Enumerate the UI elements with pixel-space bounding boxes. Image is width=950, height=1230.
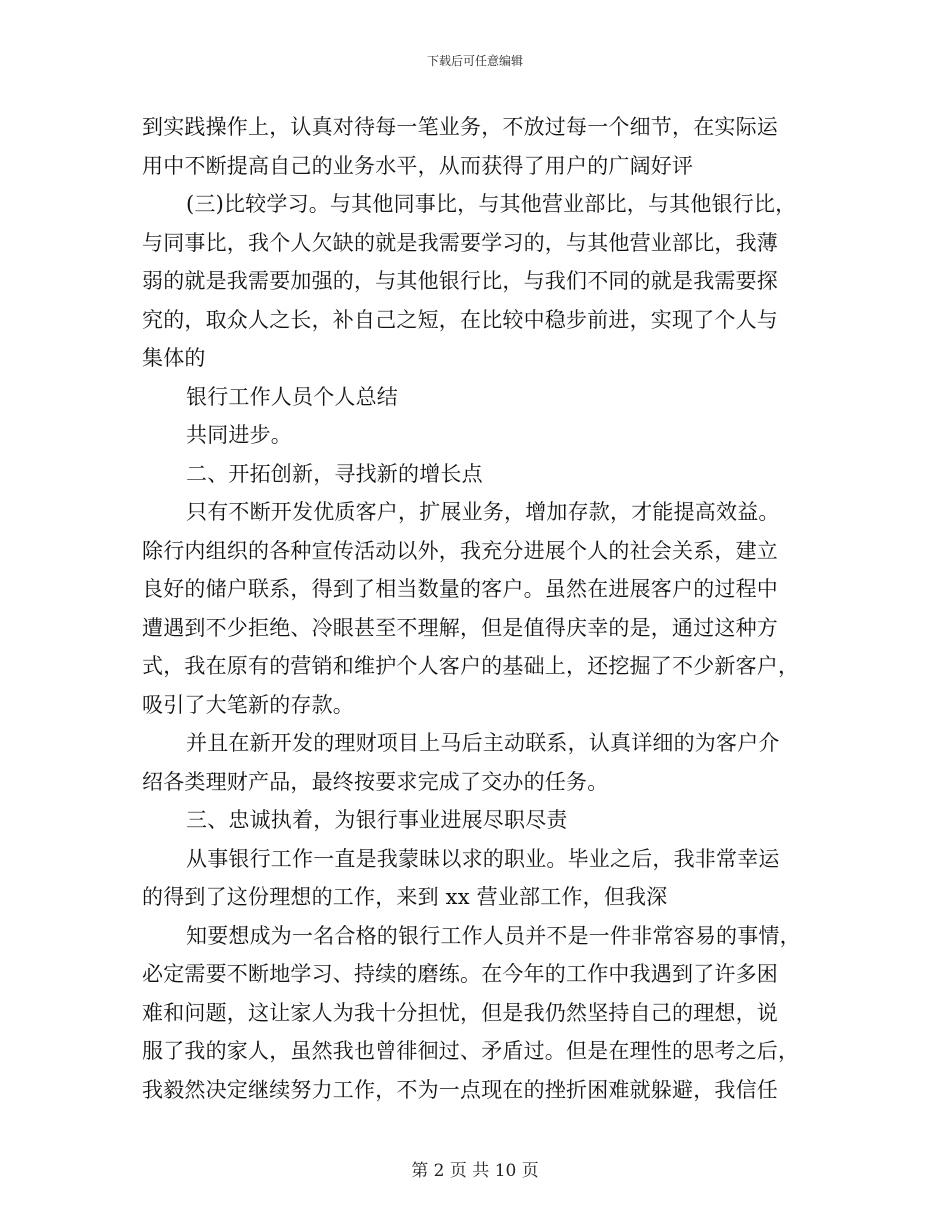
- document-body: [142, 108, 812, 1109]
- text-line: 共同进步。: [186, 423, 292, 447]
- text-line: 良好的储户联系，得到了相当数量的客户。虽然在进展客户的过程中: [142, 577, 778, 601]
- text-line: 的得到了这份理想的工作，来到 xx 营业部工作，但我深: [142, 885, 668, 909]
- text-line: 服了我的家人，虽然我也曾徘徊过、矛盾过。但是在理性的思考之后，: [142, 1039, 800, 1063]
- text-line: 从事银行工作一直是我蒙昧以求的职业。毕业之后，我非常幸运: [186, 846, 780, 871]
- text-line: 二、开拓创新，寻找新的增长点: [186, 461, 483, 486]
- text-line: (三)比较学习。与其他同事比，与其他营业部比，与其他银行比，: [186, 192, 797, 216]
- page-header: 下载后可任意编辑: [426, 54, 523, 68]
- text-line: 吸引了大笔新的存款。: [142, 692, 354, 717]
- text-line: 除行内组织的各种宣传活动以外，我充分进展个人的社会关系，建立: [142, 538, 778, 563]
- text-line: 并且在新开发的理财项目上马后主动联系，认真详细的为客户介: [186, 731, 780, 755]
- text-line: 三、忠诚执着，为银行事业进展尽职尽责: [186, 808, 568, 832]
- text-line: 弱的就是我需要加强的，与其他银行比，与我们不同的就是我需要探: [142, 269, 778, 293]
- page-footer: 第 2 页 共 10 页: [411, 1161, 539, 1181]
- text-line: 难和问题，这让家人为我十分担忧，但是我仍然坚持自己的理想，说: [142, 1000, 778, 1025]
- text-line: 我毅然决定继续努力工作，不为一点现在的挫折困难就躲避，我信任: [142, 1077, 778, 1102]
- text-line: 绍各类理财产品，最终按要求完成了交办的任务。: [142, 769, 609, 794]
- text-line: 只有不断开发优质客户，扩展业务，增加存款，才能提高效益。: [186, 500, 780, 524]
- text-line: 式，我在原有的营销和维护个人客户的基础上，还挖掘了不少新客户，: [142, 654, 800, 678]
- text-line: 必定需要不断地学习、持续的磨练。在今年的工作中我遇到了许多困: [142, 962, 778, 986]
- text-line: 用中不断提高自己的业务水平，从而获得了用户的广阔好评: [142, 153, 694, 178]
- text-line: 银行工作人员个人总结: [186, 384, 398, 409]
- text-line: 究的，取众人之长，补自己之短，在比较中稳步前进，实现了个人与: [142, 307, 778, 332]
- text-line: 与同事比，我个人欠缺的就是我需要学习的，与其他营业部比，我薄: [142, 230, 778, 255]
- text-line: 集体的: [142, 346, 206, 370]
- text-line: 遭遇到不少拒绝、冷眼甚至不理解，但是值得庆幸的是，通过这种方: [142, 615, 778, 640]
- text-line: 到实践操作上，认真对待每一笔业务，不放过每一个细节，在实际运: [142, 115, 778, 139]
- text-line: 知要想成为一名合格的银行工作人员并不是一件非常容易的事情，: [186, 923, 801, 948]
